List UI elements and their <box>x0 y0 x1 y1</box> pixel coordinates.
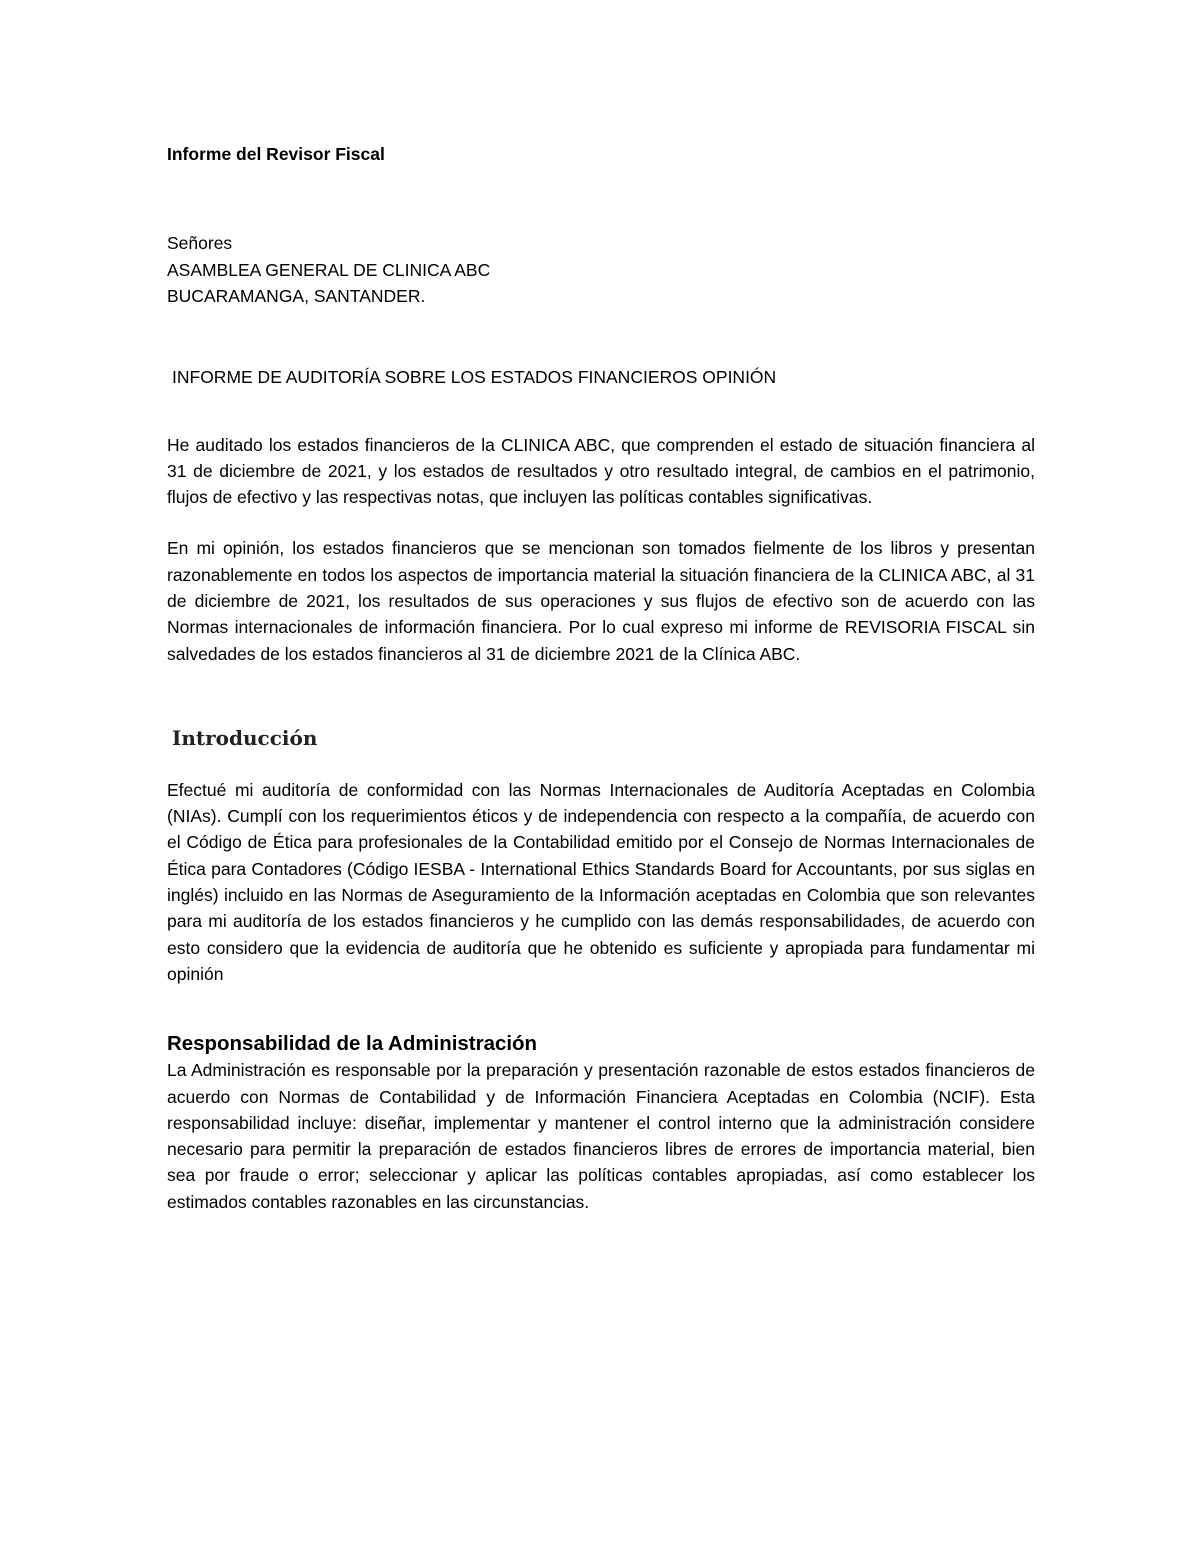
document-body <box>167 141 1035 1215</box>
document-title: Informe del Revisor Fiscal <box>167 144 385 164</box>
introduction-heading: Introducción <box>172 725 318 750</box>
addressee-assembly: ASAMBLEA GENERAL DE CLINICA ABC <box>167 259 491 280</box>
addressee-salutation: Señores <box>167 233 233 253</box>
paragraph-opinion: En mi opinión, los estados financieros que se mencionan son tomados fielmente de los libros y presentan razonablemente en todos los aspectos de importancia material la situación financiera de la CLINICA ABC, al 31 de diciembre de 2021, los resultados de sus operaciones y sus flujos de efectivo son de acuerdo con las Normas internacionales de información financiera. Por lo cual expreso mi informe de REVISORIA FISCAL sin salvedades de los estados financieros al 31 de diciembre 2021 de la Clínica ABC. <box>167 538 1035 664</box>
addressee-location: BUCARAMANGA, SANTANDER. <box>167 286 426 306</box>
paragraph-audited-statements: He auditado los estados financieros de la CLINICA ABC, que comprenden el estado de situación financiera al 31 de diciembre de 2021, y los estados de resultados y otro resultado integral, de cambios en el patrimonio, flujos de efectivo y las respectivas notas, que incluyen las políticas contables significativas. <box>167 434 1035 508</box>
report-heading: INFORME DE AUDITORÍA SOBRE LOS ESTADOS FINANCIEROS OPINIÓN <box>172 366 777 387</box>
paragraph-responsibility: La Administración es responsable por la preparación y presentación razonable de estos estados financieros de acuerdo con Normas de Contabilidad y de Información Financiera Aceptadas en Colombia (NCIF). Esta responsabilidad incluye: diseñar, implementar y mantener el control interno que la administración considere necesario para permitir la preparación de estados financieros libres de errores de importancia material, bien sea por fraude o error; seleccionar y aplicar las políticas contables apropiadas, así como establecer los estimados contables razonables en las circunstancias. <box>167 1060 1035 1212</box>
responsibility-heading: Responsabilidad de la Administración <box>167 1032 538 1056</box>
addressee-block <box>167 230 1035 310</box>
paragraph-introduction: Efectué mi auditoría de conformidad con las Normas Internacionales de Auditoría Aceptadas en Colombia (NIAs). Cumplí con los requerimientos éticos y de independencia con respecto a la compañía, de acuerdo con el Código de Ética para profesionales de la Contabilidad emitido por el Consejo de Normas Internacionales de Ética para Contadores (Código IESBA - International Ethics Standards Board for Accountants, por sus siglas en inglés) incluido en las Normas de Aseguramiento de la Información aceptadas en Colombia que son relevantes para mi auditoría de los estados financieros y he cumplido con las demás responsabilidades, de acuerdo con esto considero que la evidencia de auditoría que he obtenido es suficiente y apropiada para fundamentar mi opinión <box>167 779 1035 984</box>
